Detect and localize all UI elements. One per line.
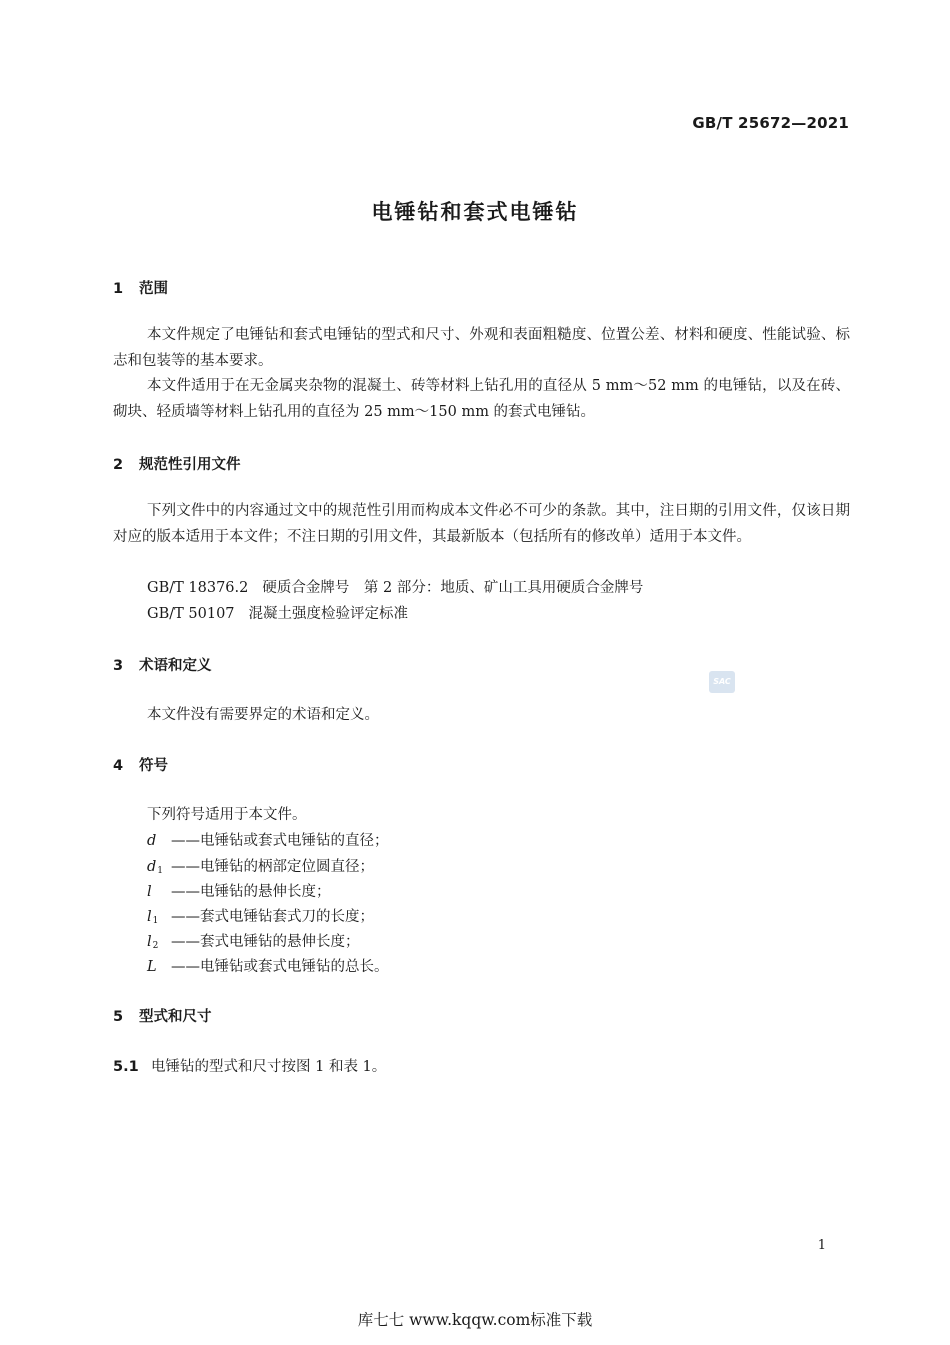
symbol-description: ——电锤钻或套式电锤钻的直径； (171, 833, 389, 849)
section-heading-types (113, 1005, 212, 1026)
reference-title: 混凝土强度检验评定标准 (248, 606, 409, 622)
clause-text: 电锤钻的型式和尺寸按图 1 和表 1。 (151, 1059, 387, 1075)
section-number: 1 (113, 281, 124, 297)
reference-title: 硬质合金牌号 第 2 部分：地质、矿山工具用硬质合金牌号 (262, 580, 644, 596)
reference-code: GB/T 18376.2 (147, 580, 249, 596)
clause-number: 5.1 (113, 1059, 139, 1075)
section-number: 4 (113, 758, 124, 774)
section-title: 符号 (139, 758, 168, 774)
symbols-intro: 下列符号适用于本文件。 (147, 807, 307, 823)
reference-item (147, 602, 408, 623)
symbol-description: ——电锤钻的悬伸长度； (171, 884, 331, 900)
page-number: 1 (817, 1238, 826, 1253)
clause-5-1 (113, 1055, 386, 1076)
symbol-description: ——套式电锤钻的悬伸长度； (171, 934, 360, 950)
section-number: 5 (113, 1009, 124, 1025)
symbol-letter: l (147, 884, 152, 900)
symbol-item (147, 880, 331, 901)
symbol-description: ——电锤钻的柄部定位圆直径； (171, 859, 374, 875)
document-title: 电锤钻和套式电锤钻 (371, 200, 579, 224)
reference-item (147, 576, 643, 597)
section-number: 3 (113, 658, 124, 674)
section-heading-references (113, 453, 241, 474)
symbol-letter: d (147, 833, 157, 849)
download-footer: 库七七 www.kqqw.com标准下载 (357, 1311, 593, 1329)
symbol-item (147, 855, 374, 876)
symbol-item (147, 905, 374, 926)
symbol-description: ——套式电锤钻套式刀的长度； (171, 909, 374, 925)
section-heading-terms (113, 654, 212, 675)
symbol-letter: L (147, 959, 157, 975)
section-title: 型式和尺寸 (139, 1009, 212, 1025)
symbol-description: ——电锤钻或套式电锤钻的总长。 (171, 959, 389, 975)
symbol-item (147, 829, 389, 850)
references-intro: 下列文件中的内容通过文中的规范性引用而构成本文件必不可少的条款。其中，注日期的引用文件，仅该日期对应的版本适用于本文件；不注日期的引用文件，其最新版本（包括所有的修改单）适用于本文件。 (113, 503, 850, 545)
section-number: 2 (113, 457, 124, 473)
section-title: 规范性引用文件 (139, 457, 241, 473)
section-title: 范围 (139, 281, 168, 297)
symbol-item (147, 930, 360, 951)
sac-watermark: SAC (709, 671, 735, 693)
section-heading-symbols (113, 754, 168, 775)
document-code: GB/T 25672—2021 (692, 114, 849, 132)
symbol-letter: $l_1$ (147, 909, 159, 926)
section-heading-scope (113, 277, 168, 298)
symbol-letter: $d_1$ (147, 859, 164, 876)
scope-paragraph-2: 本文件适用于在无金属夹杂物的混凝土、砖等材料上钻孔用的直径从 5 mm～52 mm 的电锤钻，以及在砖、砌块、轻质墙等材料上钻孔用的直径为 25 mm～150 mm 的套式电锤钻。 (113, 378, 850, 420)
symbol-letter: $l_2$ (147, 934, 159, 951)
section-title: 术语和定义 (139, 658, 212, 674)
symbol-item (147, 955, 389, 976)
terms-text: 本文件没有需要界定的术语和定义。 (147, 707, 379, 723)
scope-paragraph-1: 本文件规定了电锤钻和套式电锤钻的型式和尺寸、外观和表面粗糙度、位置公差、材料和硬度、性能试验、标志和包装等的基本要求。 (113, 327, 850, 369)
reference-code: GB/T 50107 (147, 606, 235, 622)
